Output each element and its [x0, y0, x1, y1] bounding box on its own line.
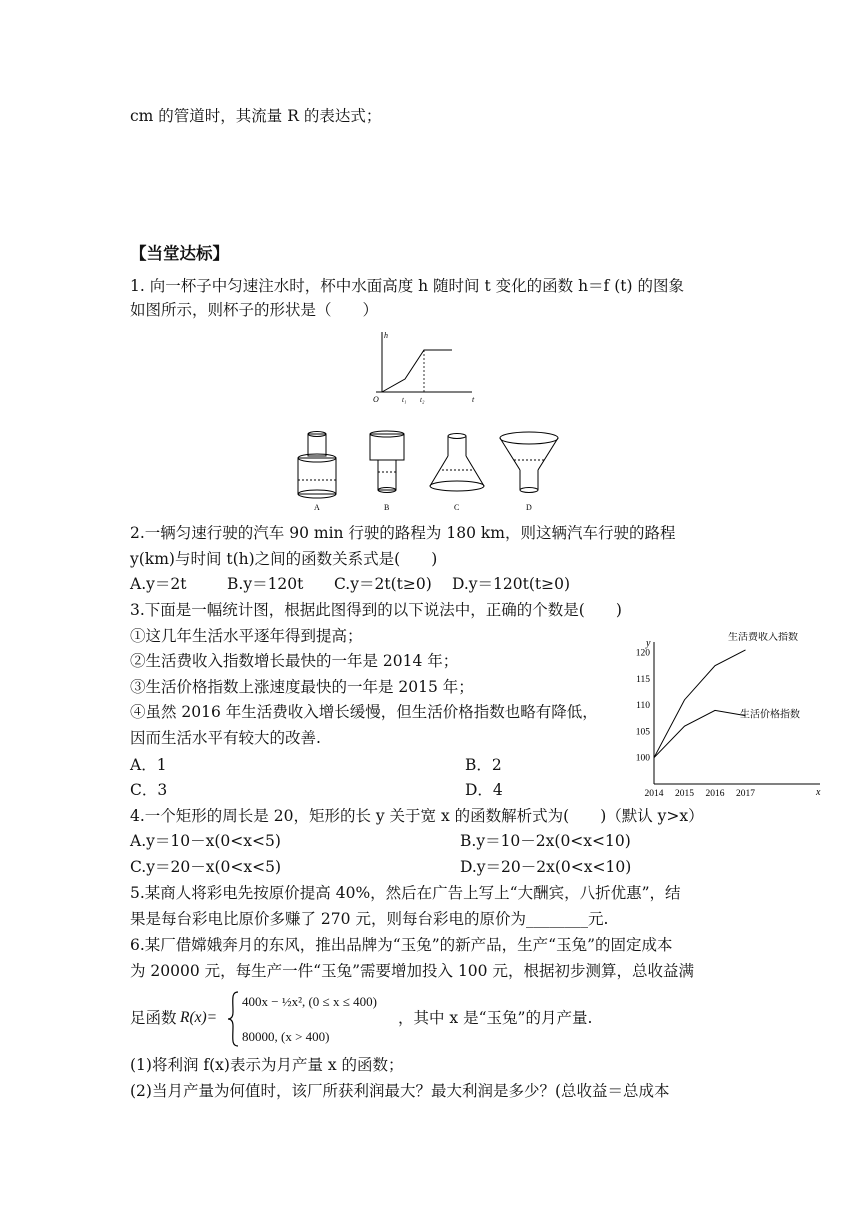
chart-x-tick-label: 2017 [736, 789, 755, 799]
chart-series-label: 生活价格指数 [740, 709, 800, 721]
graph-h-label: h [384, 331, 388, 340]
q3-option-c: C．3 [130, 781, 168, 799]
q2-option-d: D.y＝120t(t≥0) [452, 575, 571, 593]
cup-d [500, 432, 558, 493]
graph-curve [382, 350, 452, 392]
index-line-chart [628, 632, 828, 802]
section-title: 【当堂达标】 [130, 244, 229, 263]
chart-series-line [654, 710, 746, 757]
q1-line1: 1. 向一杯子中匀速注水时，杯中水面高度 h 随时间 t 变化的函数 h＝f (t) 的图象 [130, 277, 684, 295]
q2-line2: y(km)与时间 t(h)之间的函数关系式是( ) [130, 550, 438, 568]
chart-x-tick-label: 2016 [705, 789, 725, 799]
q6-line3-suffix: ，其中 x 是“玉兔”的月产量. [398, 1009, 593, 1027]
chart-y-tick-label: 100 [635, 753, 650, 764]
chart-x-axis-label: x [816, 787, 821, 798]
chart-series-line [654, 650, 746, 758]
q4-option-c: C.y＝20－x(0<x<5) [130, 858, 281, 876]
q5-line1: 5.某商人将彩电先按原价提高 40%，然后在广告上写上“大酬宾，八折优惠”，结 [130, 884, 681, 902]
q6-function-name: R(x)= [180, 1009, 218, 1026]
q3-line1: 3.下面是一幅统计图，根据此图得到的以下说法中，正确的个数是( ) [130, 601, 622, 619]
cup-shapes [292, 428, 572, 514]
chart-y-tick-label: 110 [636, 701, 650, 712]
q6-part-1: (1)将利润 f(x)表示为月产量 x 的函数； [130, 1056, 404, 1074]
q6-line3-prefix: 足函数 [130, 1009, 177, 1027]
q6-line1: 6.某厂借嫦娥奔月的东风，推出品牌为“玉兔”的新产品，生产“玉兔”的固定成本 [130, 936, 673, 954]
q3-option-d: D．4 [465, 781, 503, 799]
cup-label-d: D [526, 503, 532, 512]
q3-option-a: A．1 [130, 756, 167, 774]
q2-option-c: C.y＝2t(t≥0) [334, 575, 432, 593]
graph-t2-label: t₂ [420, 396, 425, 404]
q2-option-b: B.y＝120t [227, 575, 304, 593]
q4-line1: 4.一个矩形的周长是 20，矩形的长 y 关于宽 x 的函数解析式为( )（默认 y>x） [130, 807, 704, 825]
cup-a [298, 432, 336, 499]
chart-y-tick-label: 115 [636, 674, 650, 685]
continued-text: cm 的管道时，其流量 R 的表达式； [130, 107, 382, 125]
q4-option-a: A.y＝10－x(0<x<5) [130, 832, 281, 850]
q3-option-b: B．2 [465, 756, 502, 774]
q6-line2: 为 20000 元，每生产一件“玉兔”需要增加投入 100 元，根据初步测算，总收益满 [130, 962, 694, 980]
q1-line2: 如图所示，则杯子的形状是（ ） [130, 301, 379, 319]
q2-line1: 2.一辆匀速行驶的汽车 90 min 行驶的路程为 180 km，则这辆汽车行驶的路程 [130, 524, 676, 542]
q6-part-2: (2)当月产量为何值时，该厂所获利润最大？最大利润是多少？(总收益＝总成本 [130, 1082, 670, 1100]
chart-series-label: 生活费收入指数 [728, 632, 798, 643]
graph-origin-label: O [373, 395, 379, 404]
chart-x-tick-label: 2015 [675, 789, 694, 799]
graph-t1-label: t₁ [402, 396, 407, 404]
q3-statement-5: 因而生活水平有较大的改善. [130, 729, 321, 747]
chart-y-tick-label: 120 [635, 648, 650, 659]
water-height-graph [360, 328, 490, 408]
q3-statement-2: ②生活费收入指数增长最快的一年是 2014 年； [130, 652, 459, 670]
graph-t-label: t [472, 395, 475, 404]
q6-case-2: 80000, (x > 400) [242, 1029, 330, 1044]
piecewise-brace [226, 990, 240, 1048]
q3-statement-4: ④虽然 2016 年生活费收入增长缓慢，但生活价格指数也略有降低， [130, 703, 598, 721]
chart-y-axis-label: y [646, 638, 651, 649]
cup-label-b: B [384, 503, 390, 512]
cup-b [370, 431, 404, 493]
chart-y-tick-label: 105 [635, 727, 650, 738]
cup-c [430, 434, 484, 492]
q4-option-d: D.y＝20－2x(0<x<10) [460, 858, 632, 876]
cup-label-c: C [454, 503, 460, 512]
chart-x-tick-label: 2014 [644, 789, 664, 799]
q3-statement-1: ①这几年生活水平逐年得到提高； [130, 627, 363, 645]
q4-option-b: B.y＝10－2x(0<x<10) [460, 832, 631, 850]
q2-option-a: A.y＝2t [130, 575, 187, 593]
q5-line2: 果是每台彩电比原价多赚了 270 元，则每台彩电的原价为________元. [130, 910, 609, 928]
cup-label-a: A [314, 503, 320, 512]
q3-statement-3: ③生活价格指数上涨速度最快的一年是 2015 年； [130, 678, 474, 696]
q6-case-1: 400x − ½x², (0 ≤ x ≤ 400) [242, 994, 377, 1009]
